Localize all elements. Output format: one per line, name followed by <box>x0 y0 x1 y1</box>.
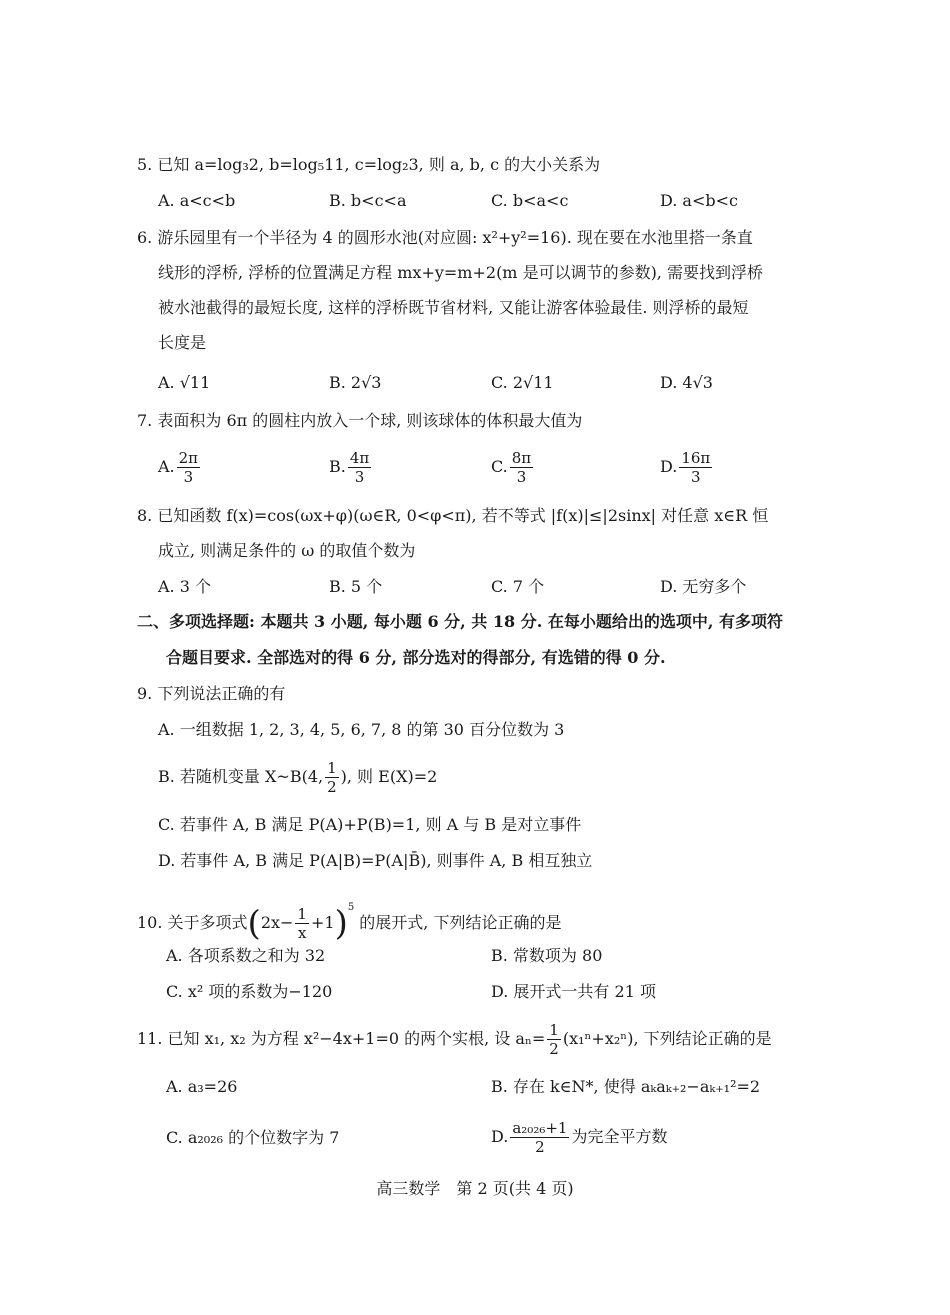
fraction <box>295 905 309 942</box>
question-8-option-d: D. 无穷多个 <box>660 577 747 596</box>
right-paren: ) <box>334 903 348 944</box>
fraction <box>325 759 339 796</box>
question-10-option-c: C. x² 项的系数为−120 <box>166 982 333 1001</box>
option-label: D. <box>491 1127 509 1146</box>
question-7-option-b <box>329 448 373 486</box>
option-label: A. <box>158 457 175 476</box>
question-7-option-a <box>158 448 202 486</box>
question-8-option-c: C. 7 个 <box>491 577 545 596</box>
fraction-denominator: 2 <box>549 1040 559 1058</box>
question-11-suffix: (x₁ⁿ+x₂ⁿ), 下列结论正确的是 <box>562 1029 772 1048</box>
option-label: D. <box>660 457 678 476</box>
fraction-denominator: x <box>297 924 307 942</box>
option-b-prefix: B. 若随机变量 X~B(4, <box>158 767 324 786</box>
question-7-option-c <box>491 448 535 486</box>
fraction-denominator: 3 <box>516 468 527 486</box>
question-6-line-1: 6. 游乐园里有一个半径为 4 的圆形水池(对应圆: x²+y²=16). 现在要在水池里搭一条直 <box>137 228 753 247</box>
question-11-prefix: 11. 已知 x₁, x₂ 为方程 x²−4x+1=0 的两个实根, 设 aₙ= <box>137 1029 546 1048</box>
fraction-denominator: 3 <box>183 468 194 486</box>
option-d-suffix: 为完全平方数 <box>571 1127 668 1146</box>
question-5-option-b: B. b<c<a <box>329 191 407 210</box>
question-11-option-c: C. a₂₀₂₆ 的个位数字为 7 <box>166 1128 340 1147</box>
question-6-option-d: D. 4√3 <box>660 373 713 392</box>
fraction <box>510 449 533 486</box>
exponent: 5 <box>347 902 355 913</box>
fraction <box>679 449 712 486</box>
fraction-numerator: 1 <box>297 905 307 923</box>
expr-part-a: 2x− <box>260 913 294 932</box>
question-10-stem <box>137 888 561 943</box>
question-10-option-a: A. 各项系数之和为 32 <box>166 946 326 965</box>
question-9-option-c: C. 若事件 A, B 满足 P(A)+P(B)=1, 则 A 与 B 是对立事件 <box>158 815 582 834</box>
option-label: B. <box>329 457 346 476</box>
fraction-numerator: 4π <box>349 449 370 467</box>
question-5-option-d: D. a<b<c <box>660 191 738 210</box>
question-7-stem: 7. 表面积为 6π 的圆柱内放入一个球, 则该球体的体积最大值为 <box>137 411 583 430</box>
question-6-option-c: C. 2√11 <box>491 373 554 392</box>
question-6-option-a: A. √11 <box>158 373 211 392</box>
question-5-option-a: A. a<c<b <box>158 191 236 210</box>
question-11-option-a: A. a₃=26 <box>166 1077 238 1096</box>
fraction-numerator: 2π <box>178 449 199 467</box>
left-paren: ( <box>247 903 261 944</box>
question-5-stem: 5. 已知 a=log₃2, b=log₅11, c=log₂3, 则 a, b, c 的大小关系为 <box>137 155 601 174</box>
question-8-line-1: 8. 已知函数 f(x)=cos(ωx+φ)(ω∈R, 0<φ<π), 若不等式 |f(x)|≤|2sinx| 对任意 x∈R 恒 <box>137 506 769 525</box>
fraction-numerator: 1 <box>549 1021 559 1039</box>
section-2-heading: 二、多项选择题: 本题共 3 小题, 每小题 6 分, 共 18 分. 在每小题给出的选项中, 有多项符 <box>137 612 783 631</box>
fraction <box>510 1119 569 1156</box>
question-9-option-a: A. 一组数据 1, 2, 3, 4, 5, 6, 7, 8 的第 30 百分位数为 3 <box>158 720 565 739</box>
question-9-option-d: D. 若事件 A, B 满足 P(A|B)=P(A|B̄), 则事件 A, B 相互独立 <box>158 851 593 870</box>
fraction-denominator: 2 <box>327 778 337 796</box>
option-b-suffix: ), 则 E(X)=2 <box>340 767 438 786</box>
section-2-heading-line-2: 合题目要求. 全部选对的得 6 分, 部分选对的得部分, 有选错的得 0 分. <box>166 648 666 667</box>
question-10-prefix: 10. 关于多项式 <box>137 913 248 932</box>
fraction-denominator: 2 <box>535 1138 545 1156</box>
fraction <box>547 1021 561 1058</box>
fraction-numerator: 8π <box>511 449 532 467</box>
question-7-option-d <box>660 448 714 486</box>
question-11-stem <box>137 1019 772 1059</box>
question-9-option-b <box>158 758 437 796</box>
question-9-stem: 9. 下列说法正确的有 <box>137 684 286 703</box>
question-11-option-b: B. 存在 k∈N*, 使得 aₖaₖ₊₂−aₖ₊₁²=2 <box>491 1077 761 1096</box>
question-5-option-c: C. b<a<c <box>491 191 569 210</box>
page-footer: 高三数学 第 2 页(共 4 页) <box>376 1179 574 1198</box>
question-6-line-3: 被水池截得的最短长度, 这样的浮桥既节省材料, 又能让游客体验最佳. 则浮桥的最短 <box>158 298 749 317</box>
question-8-option-b: B. 5 个 <box>329 577 383 596</box>
question-6-line-2: 线形的浮桥, 浮桥的位置满足方程 mx+y=m+2(m 是可以调节的参数), 需要找到浮桥 <box>158 263 763 282</box>
fraction-numerator: a₂₀₂₆+1 <box>512 1119 568 1137</box>
fraction-numerator: 1 <box>327 759 337 777</box>
fraction-denominator: 3 <box>691 468 701 486</box>
question-10-option-d: D. 展开式一共有 21 项 <box>491 982 656 1001</box>
fraction-denominator: 3 <box>354 468 365 486</box>
question-11-option-d <box>491 1117 667 1157</box>
fraction <box>348 449 371 486</box>
question-6-option-b: B. 2√3 <box>329 373 382 392</box>
fraction-numerator: 16π <box>681 449 711 467</box>
option-label: C. <box>491 457 508 476</box>
question-8-line-2: 成立, 则满足条件的 ω 的取值个数为 <box>158 541 416 560</box>
question-10-suffix: 的展开式, 下列结论正确的是 <box>359 913 562 932</box>
question-8-option-a: A. 3 个 <box>158 577 211 596</box>
question-10-option-b: B. 常数项为 80 <box>491 946 603 965</box>
fraction <box>177 449 200 486</box>
expr-part-b: +1 <box>310 913 335 932</box>
question-6-line-4: 长度是 <box>158 333 207 352</box>
